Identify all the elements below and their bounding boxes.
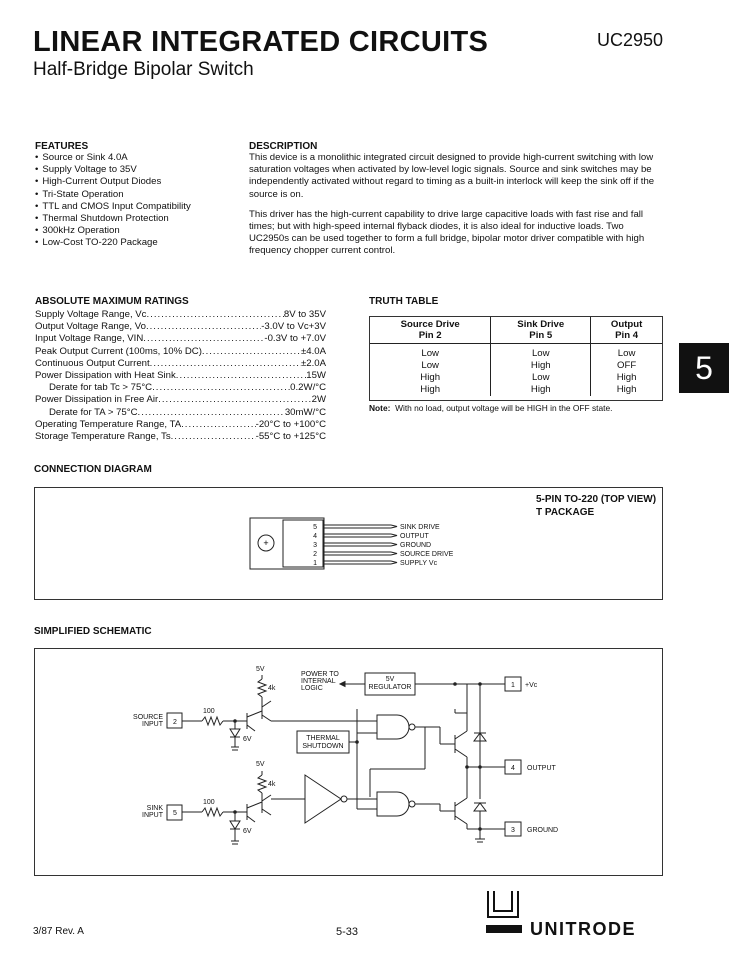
table-cell: Low [370,360,491,372]
pin-name: GROUND [400,542,432,549]
features-heading: FEATURES [35,141,89,152]
rating-label: Power Dissipation in Free Air [35,394,159,406]
description-paragraph: This device is a monolithic integrated circuit designed to provide high-current switching with low saturation voltages when activated by low-level logic signals. Source and sink switches may be independently activated without regard to timing as a built-in interlock will keep the sink off if the source is on. [249,152,655,200]
pin-number: 4 [313,533,317,540]
table-cell: Low [370,344,491,361]
schematic-label: SOURCE [133,714,163,721]
table-cell: High [370,372,491,384]
ratings-heading: ABSOLUTE MAXIMUM RATINGS [35,296,189,307]
pin-number: 2 [173,719,177,726]
pin-name: SOURCE DRIVE [400,551,454,558]
rating-row [35,370,326,382]
schematic-label: INTERNAL [301,678,336,685]
page-title: LINEAR INTEGRATED CIRCUITS [33,26,489,58]
rating-row [35,321,326,333]
feature-item: • Low-Cost TO-220 Package [35,237,235,249]
schematic-label: GROUND [527,827,559,834]
table-cell: Low [491,372,591,384]
schematic-label: 100 [203,799,215,806]
package-subtitle: T PACKAGE [536,507,595,518]
rating-row [35,309,326,321]
pin-number: 5 [173,810,177,817]
feature-item: • Tri-State Operation [35,189,235,201]
rating-label: Derate for TA > 75°C [49,406,138,418]
unitrode-logo-icon [486,889,522,935]
rating-value: -20°C to +100°C [255,418,326,430]
rating-row [35,358,326,370]
rating-value: 8V to 35V [283,309,326,320]
pin-name: SUPPLY Vc [400,560,438,567]
table-cell: OFF [617,360,637,371]
rating-row [35,394,326,406]
rating-value: ±2.0A [300,357,326,369]
schematic-label: 5V [256,761,265,768]
part-number: UC2950 [597,30,664,50]
feature-item: • High-Current Output Diodes [35,176,235,188]
truth-table-header: Source Drive Pin 2 [370,317,491,344]
rating-row [35,419,326,431]
schematic-label: POWER TO [301,671,339,678]
rating-label: Storage Temperature Range, Ts [35,430,171,442]
feature-item: • Source or Sink 4.0A [35,152,235,164]
schematic-label: 6V [243,828,252,835]
schematic-heading: SIMPLIFIED SCHEMATIC [34,626,152,637]
rating-label: Continuous Output Current [35,357,150,369]
description-section [249,141,661,266]
table-cell: High [491,384,591,396]
truth-table-header: Sink Drive Pin 5 [491,317,591,344]
rating-label: Power Dissipation with Heat Sink [35,369,176,381]
rating-label: Supply Voltage Range, Vc [35,309,147,320]
table-cell: High [616,372,637,383]
truth-table-header: Output Pin 4 [610,319,643,341]
rating-row [35,346,326,358]
schematic-label: 100 [203,708,215,715]
rating-label: Operating Temperature Range, TA [35,418,182,430]
schematic-label: 4k [268,685,276,692]
pin-number: 1 [313,560,317,567]
brand-name: UNITRODE [530,919,636,939]
page-subtitle: Half-Bridge Bipolar Switch [33,59,254,80]
pin-number: 1 [511,682,515,689]
package-title: 5-PIN TO-220 (TOP VIEW) [536,494,657,505]
rating-value: ±4.0A [300,345,326,357]
rating-label: Peak Output Current (100ms, 10% DC) [35,345,202,357]
pin-name: OUTPUT [400,533,429,540]
schematic-drawing [35,649,662,875]
table-cell: High [491,360,591,372]
feature-item: • Supply Voltage to 35V [35,164,235,176]
tab-symbol: + [263,538,269,548]
rating-value: -3.0V to Vc+3V [261,321,326,333]
rating-label: Output Voltage Range, Vo [35,321,146,333]
pin-number: 4 [511,765,515,772]
connection-diagram [34,487,663,600]
schematic-label: 4k [268,781,276,788]
rating-row [35,333,326,345]
feature-item: • TTL and CMOS Input Compatibility [35,201,235,213]
schematic-label: THERMAL [306,735,340,742]
schematic-label: OUTPUT [527,765,556,772]
table-cell: High [370,384,491,396]
ratings-section [35,296,326,443]
connection-heading: CONNECTION DIAGRAM [34,464,152,475]
rating-value: 15W [306,369,326,381]
features-list [35,152,235,250]
schematic-label: INPUT [142,812,163,819]
revision-text: 3/87 Rev. A [33,926,84,937]
page-number: 5-33 [336,926,359,938]
schematic-label: SINK [146,805,163,812]
schematic-label: INPUT [142,721,163,728]
schematic-diagram [34,648,663,876]
rating-label: Derate for tab Tc > 75°C [49,382,153,394]
rating-value: -0.3V to +7.0V [264,333,326,345]
schematic-label: 5V [385,676,395,683]
rating-row [35,407,326,419]
package-body [283,520,323,567]
pin-number: 3 [313,542,317,549]
truth-table-heading: TRUTH TABLE [369,296,439,307]
rating-value: -55°C to +125°C [255,430,326,442]
schematic-label: 6V [243,736,252,743]
schematic-label: REGULATOR [368,684,412,691]
schematic-label: LOGIC [301,685,323,692]
rating-label: Input Voltage Range, VIN [35,333,144,345]
section-tab: 5 [679,343,729,393]
features-section [35,141,235,250]
description-paragraph: This driver has the high-current capability to drive large capacitive loads with fast rise and fall times; but with high-speed internal flyback diodes, it is also ideal for inductive loads. Two UC2950s can be used together to form a full bridge, bipolar motor driver compatible with high frequency chopper current control. [249,208,645,257]
schematic-label: SHUTDOWN [302,743,344,750]
pin-name: SINK DRIVE [400,524,440,531]
pin-number: 3 [511,827,515,834]
rating-value: 30mW/°C [284,406,326,418]
feature-item: • 300kHz Operation [35,225,235,237]
pin-number: 5 [313,524,317,531]
to220-package-drawing [35,488,662,599]
pin-number: 2 [313,551,317,558]
schematic-label: 5V [256,666,265,673]
table-cell: Low [617,348,636,359]
schematic-label: +Vc [525,682,538,689]
rating-value: 0.2W/°C [290,382,326,394]
truth-table [370,317,662,396]
table-cell: Low [491,344,591,361]
description-heading: DESCRIPTION [249,141,318,152]
table-cell: High [616,384,637,395]
rating-row [35,382,326,394]
truth-table-box [369,316,663,401]
feature-item: • Thermal Shutdown Protection [35,213,235,225]
rating-value: 2W [311,394,326,406]
rating-row [35,431,326,443]
truth-table-note: Note: With no load, output voltage will be HIGH in the OFF state. [369,403,613,413]
